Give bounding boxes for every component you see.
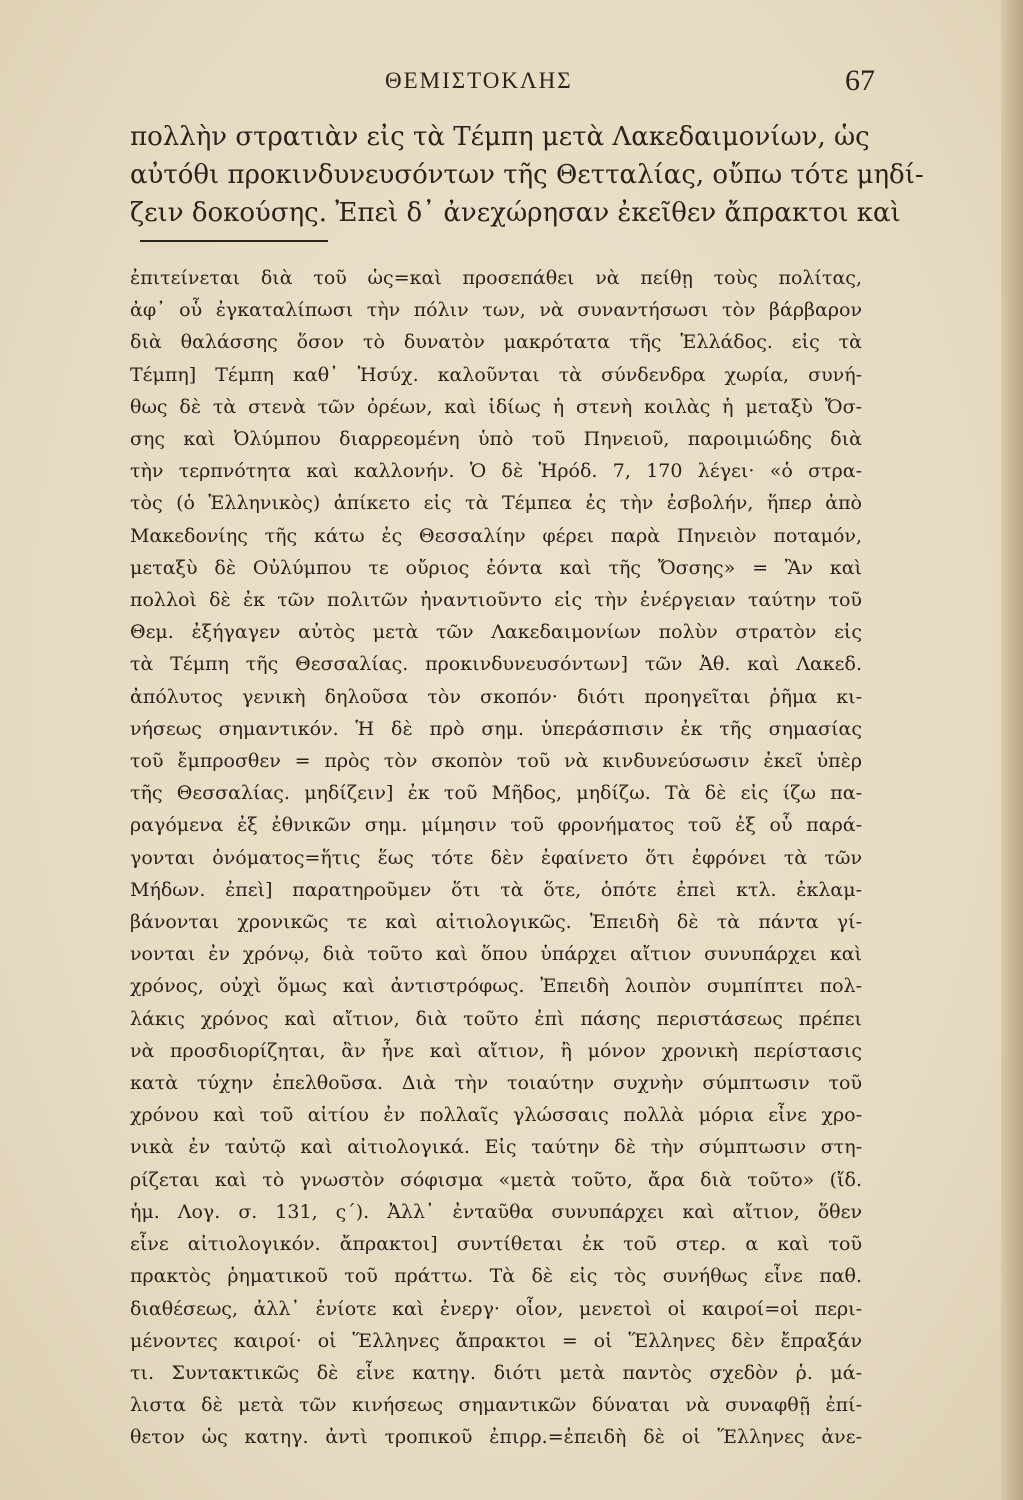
commentary bbox=[130, 262, 862, 1454]
commentary-line: πρακτὸς ῥηματικοῦ τοῦ πράττω. Τὰ δὲ εἰς τὸς συνήθως εἶνε παθ. bbox=[130, 1265, 862, 1288]
commentary-line: διαθέσεως, ἀλλ᾽ ἐνίοτε καὶ ἐνεργ· οἷον, μενετοὶ οἱ καιροί=οἱ περι- bbox=[130, 1297, 862, 1320]
commentary-line: γονται ὀνόματος=ἥτις ἕως τότε δὲν ἐφαίνετο ὅτι ἐφρόνει τὰ τῶν bbox=[130, 846, 862, 869]
commentary-line: εἶνε αἰτιολογικόν. ἄπρακτοι] συντίθεται ἐκ τοῦ στερ. α καὶ τοῦ bbox=[130, 1233, 862, 1256]
commentary-line: Μήδων. ἐπεὶ] παρατηροῦμεν ὅτι τὰ ὅτε, ὁπότε ἐπεὶ κτλ. ἐκλαμ- bbox=[130, 878, 862, 901]
commentary-line: πολλοὶ δὲ ἐκ τῶν πολιτῶν ἠναντιοῦντο εἰς τὴν ἐνέργειαν ταύτην τοῦ bbox=[130, 589, 862, 612]
commentary-line: νονται ἐν χρόνῳ, διὰ τοῦτο καὶ ὅπου ὑπάρχει αἴτιον συνυπάρχει καὶ bbox=[130, 943, 862, 966]
commentary-line: βάνονται χρονικῶς τε καὶ αἰτιολογικῶς. Ἐπειδὴ δὲ τὰ πάντα γί- bbox=[130, 911, 862, 934]
commentary-line: σης καὶ Ὀλύμπου διαρρεομένη ὑπὸ τοῦ Πηνειοῦ, παροιμιώδης διὰ bbox=[130, 428, 862, 451]
commentary-line: Θεμ. ἐξήγαγεν αὐτὸς μετὰ τῶν Λακεδαιμονίων πολὺν στρατὸν εἰς bbox=[130, 621, 862, 644]
commentary-line: ἐπιτείνεται διὰ τοῦ ὡς=καὶ προσεπάθει νὰ πείθῃ τοὺς πολίτας, bbox=[130, 267, 862, 289]
commentary-line: τὴν τερπνότητα καὶ καλλονήν. Ὁ δὲ Ἡρόδ. 7, 170 λέγει· «ὁ στρα- bbox=[130, 460, 862, 483]
main-text-line: πολλὴν στρατιὰν εἰς τὰ Τέμπη μετὰ Λακεδαιμονίων, ὡς bbox=[130, 122, 870, 152]
commentary-line: νὰ προσδιορίζηται, ἂν ἦνε καὶ αἴτιον, ἢ μόνον χρονικὴ περίστασις bbox=[130, 1039, 862, 1062]
commentary-line: τοῦ ἔμπροσθεν = πρὸς τὸν σκοπὸν τοῦ νὰ κινδυνεύσωσιν ἐκεῖ ὑπὲρ bbox=[130, 750, 862, 773]
commentary-line: νικὰ ἐν ταὐτῷ καὶ αἰτιολογικά. Εἰς ταύτην δὲ τὴν σύμπτωσιν στη- bbox=[130, 1136, 862, 1159]
main-text bbox=[130, 118, 924, 232]
commentary-line: κατὰ τύχην ἐπελθοῦσα. Διὰ τὴν τοιαύτην συχνὴν σύμπτωσιν τοῦ bbox=[130, 1072, 862, 1095]
commentary-line: νήσεως σημαντικόν. Ἡ δὲ πρὸ σημ. ὑπεράσπισιν ἐκ τῆς σημασίας bbox=[130, 717, 862, 740]
commentary-line: ἀφ᾽ οὗ ἐγκαταλίπωσι τὴν πόλιν των, νὰ συναντήσωσι τὸν βάρβαρον bbox=[130, 299, 862, 322]
commentary-line: ἡμ. Λογ. σ. 131, ς´). Ἀλλ᾽ ἐνταῦθα συνυπάρχει καὶ αἴτιον, ὅθεν bbox=[130, 1200, 862, 1223]
main-text-line: αὐτόθι προκινδυνευσόντων τῆς Θετταλίας, οὔπω τότε μηδί- bbox=[130, 160, 924, 190]
commentary-line: Τέμπη] Τέμπη καθ᾽ Ἡσύχ. καλοῦνται τὰ σύνδενδρα χωρία, συνή- bbox=[130, 363, 862, 386]
commentary-line: θετον ὡς κατηγ. ἀντὶ τροπικοῦ ἐπιρρ.=ἐπειδὴ δὲ οἱ Ἕλληνες ἀνε- bbox=[130, 1426, 862, 1449]
page-edge bbox=[1001, 0, 1023, 1500]
commentary-line: χρόνου καὶ τοῦ αἰτίου ἐν πολλαῖς γλώσσαις πολλὰ μόρια εἶνε χρο- bbox=[130, 1104, 862, 1127]
page-header bbox=[0, 60, 1023, 100]
page-number: 67 bbox=[845, 64, 875, 97]
commentary-line: τι. Συντακτικῶς δὲ εἶνε κατηγ. διότι μετὰ παντὸς σχεδὸν ῥ. μά- bbox=[130, 1361, 862, 1384]
commentary-line: θως δὲ τὰ στενὰ τῶν ὀρέων, καὶ ἰδίως ἡ στενὴ κοιλὰς ἡ μεταξὺ Ὄσ- bbox=[130, 395, 862, 418]
commentary-line: Μακεδονίης τῆς κάτω ἐς Θεσσαλίην φέρει παρὰ Πηνειὸν ποταμόν, bbox=[130, 524, 862, 547]
commentary-line: ρίζεται καὶ τὸ γνωστὸν σόφισμα «μετὰ τοῦτο, ἄρα διὰ τοῦτο» (ἴδ. bbox=[130, 1168, 862, 1191]
commentary-line: τῆς Θεσσαλίας. μηδίζειν] ἐκ τοῦ Μῆδος, μηδίζω. Τὰ δὲ εἰς ίζω πα- bbox=[130, 782, 862, 805]
commentary-line: μένοντες καιροί· οἱ Ἕλληνες ἄπρακτοι = οἱ Ἕλληνες δὲν ἔπραξάν bbox=[130, 1329, 862, 1352]
commentary-line: ἀπόλυτος γενικὴ δηλοῦσα τὸν σκοπόν· διότι προηγεῖται ῥῆμα κι- bbox=[130, 685, 862, 708]
commentary-line: λάκις χρόνος καὶ αἴτιον, διὰ τοῦτο ἐπὶ πάσης περιστάσεως πρέπει bbox=[130, 1007, 862, 1030]
commentary-line: χρόνος, οὐχὶ ὅμως καὶ ἀντιστρόφως. Ἐπειδὴ λοιπὸν συμπίπτει πολ- bbox=[130, 975, 862, 998]
footnote-separator bbox=[140, 240, 328, 242]
commentary-line: ραγόμενα ἐξ ἐθνικῶν σημ. μίμησιν τοῦ φρονήματος τοῦ ἐξ οὗ παρά- bbox=[130, 814, 862, 837]
commentary-line: διὰ θαλάσσης ὅσον τὸ δυνατὸν μακρότατα τῆς Ἑλλάδος. εἰς τὰ bbox=[130, 331, 862, 354]
commentary-line: τὰ Τέμπη τῆς Θεσσαλίας. προκινδυνευσόντων] τῶν Ἀθ. καὶ Λακεδ. bbox=[130, 653, 862, 676]
running-title: ΘΕΜΙΣΤΟΚΛΗΣ bbox=[385, 68, 573, 93]
commentary-line: μεταξὺ δὲ Οὐλύμπου τε οὔριος ἐόντα καὶ τῆς Ὄσσης» = Ἂν καὶ bbox=[130, 556, 862, 579]
commentary-line: τὸς (ὁ Ἑλληνικὸς) ἀπίκετο εἰς τὰ Τέμπεα ἐς τὴν ἐσβολήν, ἥπερ ἀπὸ bbox=[130, 492, 862, 515]
main-text-line: ζειν δοκούσης. Ἐπεὶ δ᾽ ἀνεχώρησαν ἐκεῖθεν ἄπρακτοι καὶ bbox=[130, 198, 901, 228]
commentary-line: λιστα δὲ μετὰ τῶν κινήσεως σημαντικῶν δύναται νὰ συναφθῇ ἐπί- bbox=[130, 1394, 862, 1417]
